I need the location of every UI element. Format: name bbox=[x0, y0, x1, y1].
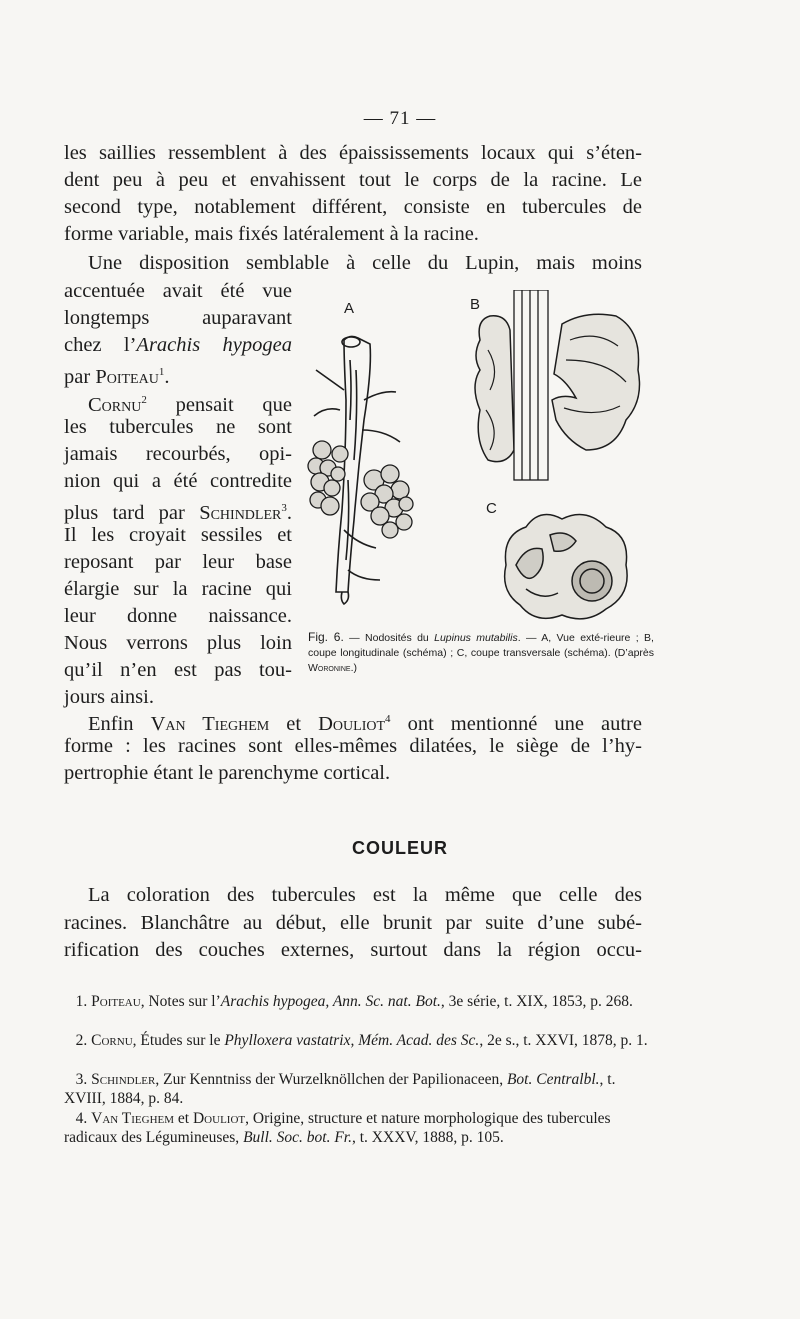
text-line: jours ainsi. bbox=[64, 686, 154, 708]
text-line: La coloration des tubercules est la même que celle des bbox=[88, 884, 642, 906]
text-line: longtemps auparavant bbox=[64, 307, 292, 329]
text-line: qu’il n’en est pas tou- bbox=[64, 659, 292, 681]
footnote-2: 2. Cornu, Études sur le Phylloxera vastatrix, Mém. Acad. des Sc., 2e s., t. XXVI, 1878, p. 1. bbox=[75, 1032, 648, 1049]
text-line: second type, notablement différent, consiste en tubercules de bbox=[64, 196, 642, 218]
figure-label-a: A bbox=[344, 300, 355, 317]
text-line: racines. Blanchâtre au début, elle brunit par suite d’une subé- bbox=[64, 912, 642, 934]
text-line: pertrophie étant le parenchyme cortical. bbox=[64, 762, 391, 784]
figure-label-b: B bbox=[470, 296, 481, 313]
figure-b-longitudinal-section bbox=[466, 290, 646, 490]
text-line: les saillies ressemblent à des épaississements locaux qui s’éten- bbox=[64, 142, 642, 164]
text-line: accentuée avait été vue bbox=[64, 280, 292, 302]
text-line: Enfin Van Tieghem et Douliot$^4$ ont mentionné une autre bbox=[88, 712, 642, 735]
text-line: les tubercules ne sont bbox=[64, 416, 292, 438]
text-line: rification des couches externes, surtout dans la région occu- bbox=[64, 939, 642, 961]
text-line: élargie sur la racine qui bbox=[64, 578, 292, 600]
text-line: plus tard par Schindler$^3$. bbox=[64, 501, 292, 524]
text-line: reposant par leur base bbox=[64, 551, 292, 573]
text-line: Cornu$^2$ pensait que bbox=[88, 393, 292, 416]
text-line: dent peu à peu et envahissent tout le corps de la racine. Le bbox=[64, 169, 642, 191]
text-line: jamais recourbés, opi- bbox=[64, 443, 292, 465]
footnote-3: 3. Schindler, Zur Kenntniss der Wurzelknöllchen der Papilionaceen, Bot. Centralbl., t. XVIII, 1884, p. 84. bbox=[64, 1071, 616, 1107]
figure-c-transverse-section bbox=[496, 505, 636, 625]
page-number: — 71 — bbox=[363, 108, 437, 129]
text-line: forme : les racines sont elles-mêmes dilatées, le siège de l’hy- bbox=[64, 735, 642, 757]
figure-a-root-drawing bbox=[300, 330, 420, 630]
figure-label-c: C bbox=[486, 500, 497, 517]
text-line: par Poiteau$^1$. bbox=[64, 365, 170, 388]
text-line: leur donne naissance. bbox=[64, 605, 292, 627]
text-line: nion qui a été contredite bbox=[64, 470, 292, 492]
text-line: Il les croyait sessiles et bbox=[64, 524, 292, 546]
footnote-1: 1. Poiteau, Notes sur l’Arachis hypogea, Ann. Sc. nat. Bot., 3e série, t. XIX, 1853, p. 268. bbox=[75, 993, 633, 1010]
text-line: chez l’Arachis hypogea bbox=[64, 334, 292, 356]
text-line: Une disposition semblable à celle du Lupin, mais moins bbox=[88, 252, 642, 274]
text-line: Nous verrons plus loin bbox=[64, 632, 292, 654]
text-line: forme variable, mais fixés latéralement à la racine. bbox=[64, 223, 479, 245]
section-heading: COULEUR bbox=[352, 838, 448, 858]
footnote-4: 4. Van Tieghem et Douliot, Origine, structure et nature morphologique des tubercules radicaux des Légumineuses, Bull. Soc. bot. Fr., t. XXXV, 1888, p. 105. bbox=[64, 1110, 611, 1146]
figure-caption: Fig. 6. — Nodosités du Lupinus mutabilis. — A, Vue exté-rieure ; B, coupe longitudinale (schéma) ; C, coupe transversale (schéma). (D’après Woronine.) bbox=[308, 630, 654, 674]
